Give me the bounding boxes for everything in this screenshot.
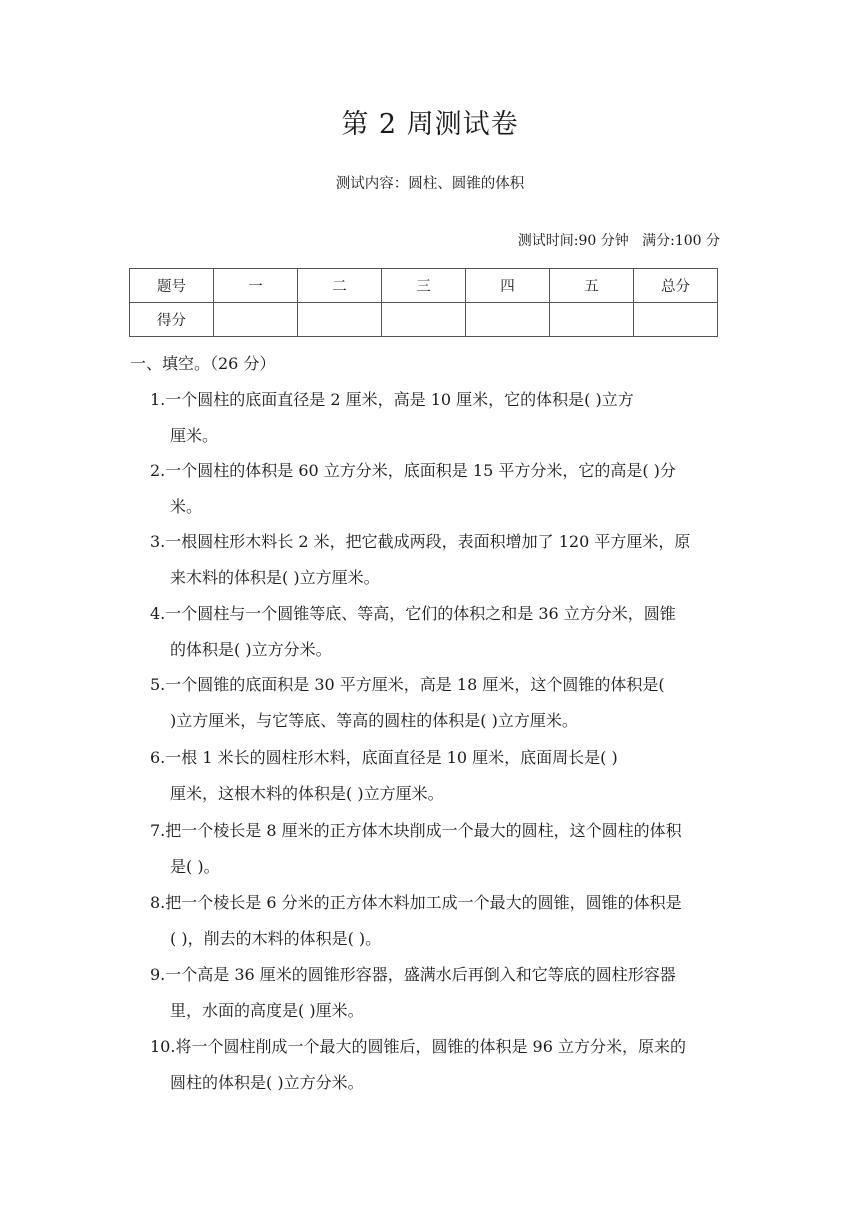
question-item <box>150 885 735 956</box>
score-row-label: 得分 <box>130 303 214 337</box>
question-item <box>150 596 735 667</box>
question-item <box>150 667 735 738</box>
question-line: 圆柱的体积是( )立方分米。 <box>170 1072 364 1092</box>
question-line: 来木料的体积是( )立方厘米。 <box>170 567 380 587</box>
question-line: 2.一个圆柱的体积是 60 立方分米，底面积是 15 平方分米，它的高是( )分 <box>150 461 676 480</box>
question-line: 的体积是( )立方分米。 <box>170 639 332 659</box>
score-cell <box>382 303 466 337</box>
question-line: 1.一个圆柱的底面直径是 2 厘米，高是 10 厘米，它的体积是( )立方 <box>150 390 634 409</box>
test-time-and-score: 测试时间:90 分钟 满分:100 分 <box>517 233 720 249</box>
question-item <box>150 1029 735 1100</box>
question-line: )立方厘米，与它等底、等高的圆柱的体积是( )立方厘米。 <box>170 710 578 730</box>
question-line: 9.一个高是 36 厘米的圆锥形容器，盛满水后再倒入和它等底的圆柱形容器 <box>150 965 676 984</box>
question-item <box>150 740 735 811</box>
question-line: 厘米。 <box>170 425 219 445</box>
question-line: 3.一根圆柱形木料长 2 米，把它截成两段，表面积增加了 120 平方厘米，原 <box>150 532 691 551</box>
score-table-score-row <box>130 303 718 337</box>
header-cell: 一 <box>214 269 298 303</box>
question-line: 5.一个圆锥的底面积是 30 平方厘米，高是 18 厘米，这个圆锥的体积是( <box>150 675 665 694</box>
question-line: 4.一个圆柱与一个圆锥等底、等高，它们的体积之和是 36 立方分米，圆锥 <box>150 604 676 623</box>
header-cell: 五 <box>550 269 634 303</box>
header-cell: 总分 <box>634 269 718 303</box>
question-line: 是( )。 <box>170 856 220 876</box>
page-title: 第 2 周测试卷 <box>341 109 519 140</box>
question-line: 6.一根 1 米长的圆柱形木料，底面直径是 10 厘米，底面周长是( ) <box>150 748 618 767</box>
header-cell: 题号 <box>130 269 214 303</box>
question-line: 8.把一个棱长是 6 分米的正方体木料加工成一个最大的圆锥，圆锥的体积是 <box>150 893 682 912</box>
score-cell <box>298 303 382 337</box>
test-subtitle: 测试内容：圆柱、圆锥的体积 <box>335 176 525 192</box>
question-line: 10.将一个圆柱削成一个最大的圆锥后，圆锥的体积是 96 立方分米，原来的 <box>150 1037 686 1056</box>
question-line: 里，水面的高度是( )厘米。 <box>170 1000 364 1020</box>
question-item <box>150 957 735 1028</box>
header-cell: 四 <box>466 269 550 303</box>
question-line: 7.把一个棱长是 8 厘米的正方体木块削成一个最大的圆柱，这个圆柱的体积 <box>150 821 682 840</box>
score-cell <box>466 303 550 337</box>
question-line: 厘米，这根木料的体积是( )立方厘米。 <box>170 783 444 803</box>
section-heading: 一、填空。（26 分） <box>130 354 276 373</box>
question-line: 米。 <box>170 496 203 516</box>
question-item <box>150 524 735 595</box>
score-cell <box>550 303 634 337</box>
header-cell: 三 <box>382 269 466 303</box>
question-line: ( )，削去的木料的体积是( )。 <box>170 928 382 948</box>
score-cell <box>634 303 718 337</box>
question-item <box>150 453 735 524</box>
score-table-header-row <box>130 269 718 303</box>
score-table <box>129 268 718 337</box>
question-item <box>150 813 735 884</box>
question-item <box>150 382 735 453</box>
score-cell <box>214 303 298 337</box>
header-cell: 二 <box>298 269 382 303</box>
